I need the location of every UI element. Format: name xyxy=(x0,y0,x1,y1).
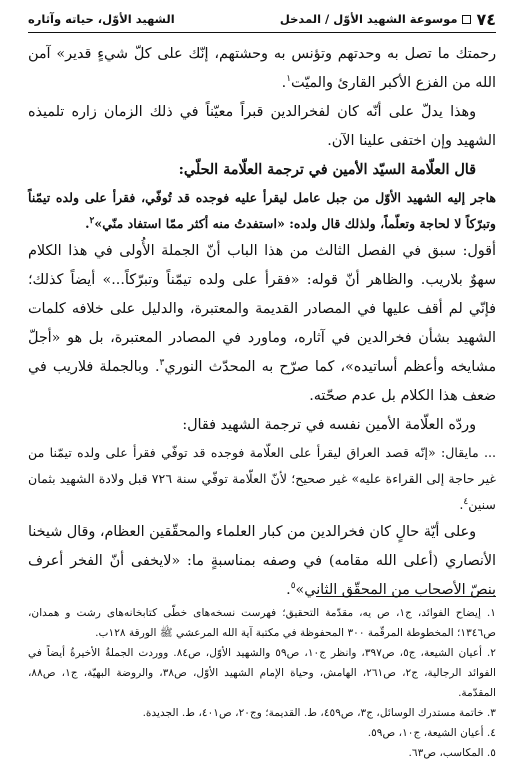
header-left-title: الشهيد الأوّل، حياته وآثاره xyxy=(28,12,175,26)
running-header xyxy=(28,6,496,33)
page-number: ٧٤ xyxy=(476,9,496,29)
paragraph-5: وردّه العلّامة الأمين نفسه في ترجمة الشهيد فقال: xyxy=(182,417,476,433)
header-right xyxy=(280,10,496,29)
header-center-title: موسوعة الشهيد الأوّل / المدخل xyxy=(279,12,458,26)
footnote-divider xyxy=(316,596,496,597)
quote-1: هاجر إليه الشهيد الأوّل من جبل عامل ليقرأ عليه فوجده قد تُوفّي، فقرأ على ولده تيمّناً وتبرّكاً لا لحاجة وتعلّماً، ولذلك قال ولده: «استفدتُ منه أكثر ممّا استفاد منّي»$^٢$. xyxy=(28,190,496,231)
footnote-ref: ١ xyxy=(286,74,292,85)
footnote-ref: ٤ xyxy=(463,496,469,507)
footnote-ref: ٢ xyxy=(89,215,95,226)
paragraph-3: قال العلّامة السيّد الأمين في ترجمة العلّامة الحلّي: xyxy=(178,162,476,178)
footnote-ref: ٥ xyxy=(290,581,296,592)
footnote-2: ٢. أعيان الشيعة، ج٥، ص٣٩٧، وانظر ج١٠، ص٥٩ والشهيد الأوّل، ص٨٤. ووردت الجملةُ الأخيرةُ أيضاً في الفوائد الرجالية، ج٢، ص٢٦١، الهامش، وحياة الإمام الشهيد الأوّل، ص٣٨، والروضة البهيّة، ج١، ص٨٨، المقدّمة. xyxy=(28,647,496,699)
square-bullet-icon xyxy=(462,15,471,24)
footnote-3: ٣. خاتمة مستدرك الوسائل، ج٣، ص٤٥٩، ط. القديمة؛ وج٢٠، ص٤٠١، ط. الجديدة. xyxy=(142,707,496,719)
paragraph-6: وعلى أيّة حالٍ كان فخرالدين من كبار العلماء والمحقّقين العظام، وقال شيخنا الأنصاري (أعلى الله مقامه) في وصفه بمناسبةٍ ما: «لايخفى أنّ الفخر أعرف بنصّ الأصحاب من المحقّق الثاني»$^٥$. xyxy=(28,524,496,598)
footnotes xyxy=(28,603,496,763)
footnote-4: ٤. أعيان الشيعة، ج١٠، ص٥٩. xyxy=(367,727,496,739)
quote-2: ... مايقال: «إنّه قصد العراق ليقرأ على العلّامة فوجده قد توفّي فقرأ على ولده تيمّنا من غير حاجة إلى القراءة عليه» غير صحيح؛ لأنّ العلّامة توفّي سنة ٧٢٦ قبل ولادة الشهيد بثمان سنين$^٤$. xyxy=(28,445,496,512)
footnote-ref: ٣ xyxy=(159,358,165,369)
body-text xyxy=(28,40,496,605)
paragraph-4: أقول: سبق في الفصل الثالث من هذا الباب أنّ الجملة الأُولى في هذا الكلام سهوٌ بلاريب. والظاهر أنّ قوله: «فقرأ على ولده تيمّناً وتبرّكاً...» أيضاً كذلك؛ فإنّي لم أقف عليها في المصادر القديمة والمعتبرة، والدليل على خلافه كلمات الشهيد بشأن فخرالدين في آثاره، وماورد في المصادر المعتبرة، بل هو «أجلّ مشايخه وأعظم أساتيده»، كما صرّح به المحدّث النوري$^٣$. وبالجملة فلاريب في ضعف هذا الكلام بل عدم صحّته. xyxy=(28,243,496,404)
footnote-5: ٥. المكاسب، ص٦٣. xyxy=(408,747,496,759)
paragraph-2: وهذا يدلّ على أنّه كان لفخرالدين قبراً معيّناً في ذلك الزمان زاره تلميذه الشهيد وإن اختفى علينا الآن. xyxy=(28,104,496,149)
paragraph-1: رحمتك ما تصل به وحدتهم وتؤنس به وحشتهم، إنّك على كلّ شيءٍ قدير» آمن الله من الفزع الأكبر القارئ والميّت$^١$. xyxy=(28,46,496,91)
footnote-1: ١. إيضاح الفوائد، ج١، ص يه، مقدّمة التحقيق؛ فهرست نسخه‌هاى خطّى كتابخانه‌هاى رشت و همدان، ص١٣٤٦؛ المخطوطة المرقّمة ٣٠٠ المحفوظة في مكتبة آية الله المرعشي‌ ﷺ الورقة ١٢٨ب. xyxy=(28,607,496,639)
